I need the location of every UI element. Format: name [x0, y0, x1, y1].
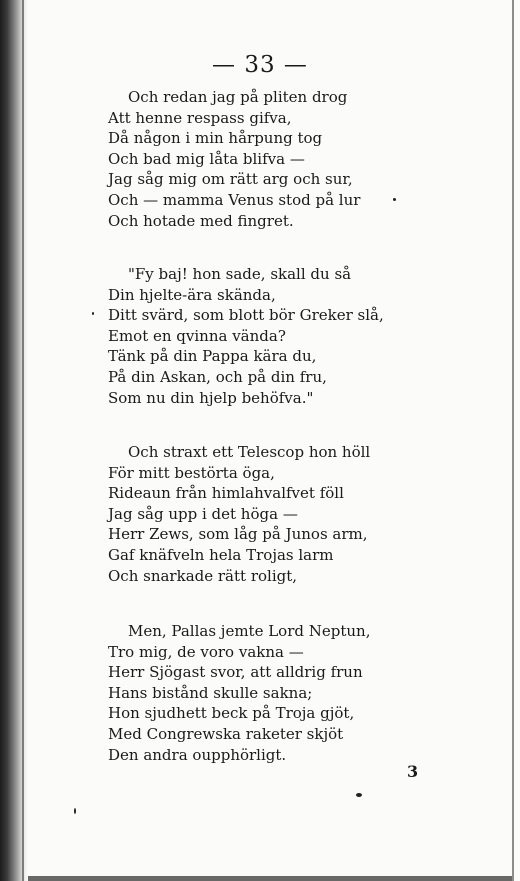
signature-mark: 3: [407, 762, 419, 781]
verse-line: Emot en qvinna vända?: [108, 326, 286, 345]
ink-speck: [92, 312, 94, 315]
verse-line: Hon sjudhett beck på Troja gjöt,: [108, 704, 355, 723]
verse-line: Tro mig, de voro vakna —: [108, 642, 304, 661]
verse-line: Med Congrewska raketer skjöt: [108, 724, 344, 743]
verse-line: För mitt bestörta öga,: [108, 463, 275, 482]
verse-line: Och hotade med fingret.: [108, 211, 294, 230]
verse-line: Herr Zews, som låg på Junos arm,: [108, 525, 368, 544]
verse-line: Rideaun från himlahvalfvet föll: [108, 484, 344, 503]
verse-line: På din Askan, och på din fru,: [108, 367, 327, 386]
page-bottom-edge: [28, 876, 512, 881]
stanza-4: [108, 621, 370, 765]
page-number: — 33 —: [212, 52, 308, 78]
verse-line: Och snarkade rätt roligt,: [108, 566, 298, 585]
verse-line: Ditt svärd, som blott bör Greker slå,: [108, 306, 384, 325]
verse-line: Och — mamma Venus stod på lur: [108, 190, 361, 209]
verse-line: Då någon i min hårpung tog: [108, 129, 323, 148]
verse-line: Din hjelte-ära skända,: [108, 285, 276, 304]
ink-speck: [356, 793, 362, 797]
verse-line: Den andra oupphörligt.: [108, 745, 287, 764]
verse-line: Och redan jag på pliten drog: [128, 88, 348, 106]
ink-speck: [393, 198, 396, 201]
verse-line: Och bad mig låta blifva —: [108, 149, 305, 168]
verse-line: Hans bistånd skulle sakna;: [108, 683, 313, 702]
stanza-3: [108, 442, 370, 586]
verse-line: Att henne respass gifva,: [108, 108, 292, 127]
stanza-2: [108, 264, 384, 408]
ink-speck: [74, 808, 76, 814]
verse-line: Jag såg mig om rätt arg och sur,: [108, 170, 353, 189]
verse-line: Jag såg upp i det höga —: [108, 504, 298, 523]
stanza-1: [108, 87, 360, 231]
verse-line: Tänk på din Pappa kära du,: [108, 347, 317, 366]
binding-edge: [22, 0, 24, 881]
page-right-edge: [512, 0, 514, 881]
verse-line: Som nu din hjelp behöfva.": [108, 388, 314, 407]
verse-line: Herr Sjögast svor, att alldrig frun: [108, 663, 363, 682]
verse-line: Och straxt ett Telescop hon höll: [128, 443, 371, 461]
verse-line: Men, Pallas jemte Lord Neptun,: [128, 622, 371, 640]
verse-line: "Fy baj! hon sade, skall du så: [128, 265, 352, 283]
verse-line: Gaf knäfveln hela Trojas larm: [108, 545, 334, 564]
